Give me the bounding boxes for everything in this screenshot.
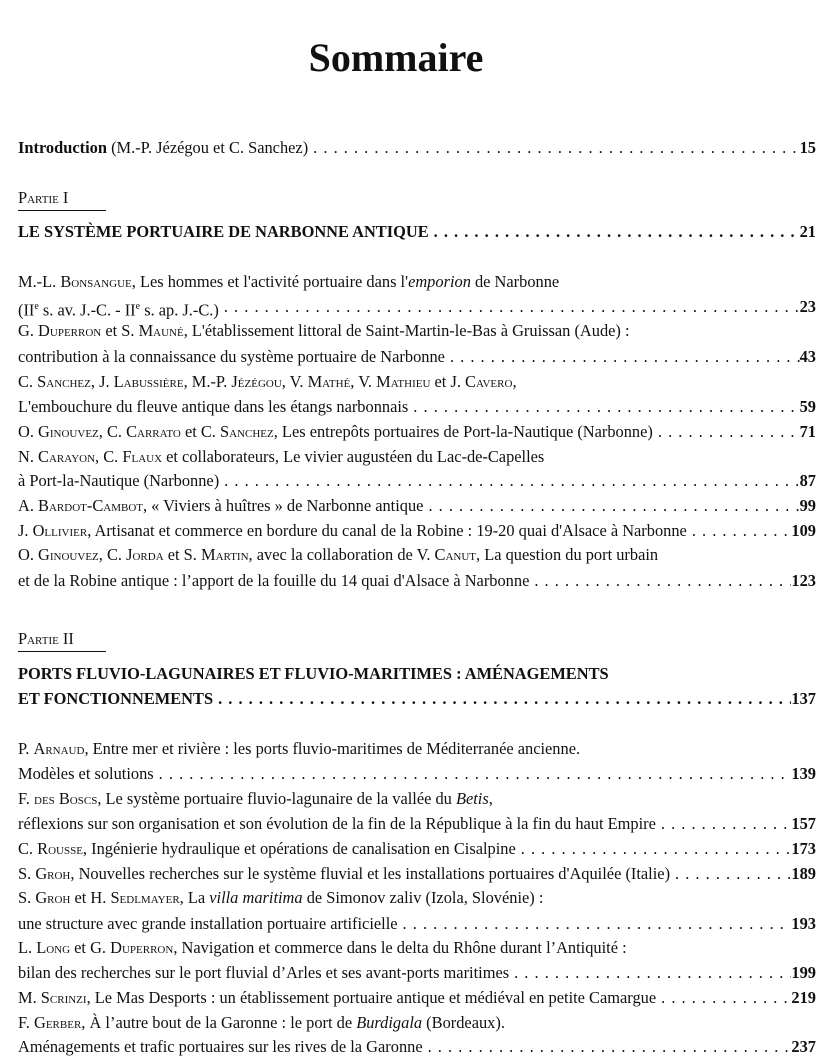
page-number: 71: [799, 422, 816, 441]
page-number: 193: [791, 914, 816, 933]
toc-entry-text: bilan des recherches sur le port fluvial d’Arles et ses avant-ports maritimes: [18, 963, 510, 982]
page-number: 43: [799, 347, 816, 366]
leader-dots: [423, 1035, 792, 1059]
leader-dots: [308, 136, 799, 160]
part-label: Partie II: [18, 627, 106, 652]
toc-entry-line2[interactable]: [18, 912, 816, 936]
leader-dots: [213, 687, 791, 711]
page-number: 157: [791, 814, 816, 833]
toc-entry[interactable]: C. Rousse, Ingénierie hydraulique et opérations de canalisation en Cisalpine . . . 173: [18, 837, 816, 861]
toc-entry-line1[interactable]: L. Long et G. Duperron, Navigation et commerce dans le delta du Rhône durant l’Antiquité :: [18, 938, 627, 957]
leader-dots: [398, 912, 792, 936]
page-number: 123: [791, 571, 816, 590]
page-number: 137: [791, 689, 816, 708]
toc-entry-line1[interactable]: S. Groh et H. Sedlmayer, La villa maritima de Simonov zaliv (Izola, Slovénie) :: [18, 888, 544, 907]
page-title: Sommaire: [308, 35, 484, 80]
toc-entry[interactable]: A. Bardot-Cambot, « Viviers à huîtres » de Narbonne antique . . . 99: [18, 494, 816, 518]
toc-entry-line2[interactable]: [18, 345, 816, 369]
toc-entry-introduction[interactable]: [18, 136, 816, 160]
leader-dots: [445, 345, 800, 369]
toc-entry-line1[interactable]: P. Arnaud, Entre mer et rivière : les ports fluvio-maritimes de Méditerranée ancienne.: [18, 739, 581, 758]
toc-entry-line1[interactable]: M.-L. Bonsangue, Les hommes et l'activité portuaire dans l'emporion de Narbonne: [18, 272, 560, 291]
part-title-line2[interactable]: [18, 687, 816, 711]
toc-entry-line1[interactable]: N. Carayon, C. Flaux et collaborateurs, Le vivier augustéen du Lac-de-Capelles: [18, 447, 545, 466]
part-title-text: ET FONCTIONNEMENTS: [18, 689, 214, 708]
toc-entry-line2[interactable]: [18, 961, 816, 985]
toc-entry-text: L'embouchure du fleuve antique dans les étangs narbonnais: [18, 397, 409, 416]
leader-dots: [670, 862, 791, 886]
leader-dots: [516, 837, 792, 861]
toc-entry-line2[interactable]: [18, 469, 816, 493]
toc-entry-line1[interactable]: F. Gerber, À l’autre bout de la Garonne : le port de Burdigala (Bordeaux).: [18, 1013, 505, 1032]
toc-entry-line1[interactable]: F. des Boscs, Le système portuaire fluvio-lagunaire de la vallée du Betis,: [18, 789, 493, 808]
toc-entry[interactable]: M. Scrinzi, Le Mas Desports : un établissement portuaire antique et médiéval en petite Camargue . . . 219: [18, 986, 816, 1010]
leader-dots: [656, 812, 792, 836]
page-number: 189: [791, 864, 816, 883]
part-label: Partie I: [18, 186, 106, 211]
toc-entry-line1[interactable]: C. Sanchez, J. Labussière, M.-P. Jézégou, V. Mathé, V. Mathieu et J. Cavero,: [18, 372, 517, 391]
toc-entry-line2[interactable]: [18, 569, 816, 593]
page-number: 109: [791, 521, 816, 540]
toc-entry-line2[interactable]: [18, 1035, 816, 1059]
page-number: 219: [791, 988, 816, 1007]
page-number: 99: [799, 496, 816, 515]
toc-entry-text: une structure avec grande installation portuaire artificielle: [18, 914, 398, 933]
page-number: 237: [791, 1037, 816, 1056]
toc-entry[interactable]: J. Ollivier, Artisanat et commerce en bordure du canal de la Robine : 19-20 quai d'Alsace à Narbonne . . . 109: [18, 519, 816, 543]
leader-dots: [408, 395, 799, 419]
intro-authors: (M.-P. Jézégou et C. Sanchez): [111, 138, 309, 157]
toc-entry-line2[interactable]: (IIe s. av. J.-C. - IIe s. ap. J.-C.) . . . 23: [18, 295, 816, 319]
part-title[interactable]: [18, 220, 816, 244]
toc-entry-line2[interactable]: [18, 762, 816, 786]
leader-dots: [656, 986, 791, 1010]
page-number: 21: [799, 222, 816, 241]
page-number: 87: [799, 471, 816, 490]
leader-dots: [529, 569, 791, 593]
leader-dots: [423, 494, 799, 518]
leader-dots: [154, 762, 792, 786]
toc-entry[interactable]: S. Groh, Nouvelles recherches sur le système fluvial et les installations portuaires d'Aquilée (Italie) . . . 189: [18, 862, 816, 886]
toc-entry-text: à Port-la-Nautique (Narbonne): [18, 471, 220, 490]
page-number: 199: [791, 963, 816, 982]
part-title-text: LE SYSTÈME PORTUAIRE DE NARBONNE ANTIQUE: [18, 222, 429, 241]
page-number: 15: [799, 138, 816, 157]
toc-entry-line1[interactable]: O. Ginouvez, C. Jorda et S. Martin, avec la collaboration de V. Canut, La question du port urbain: [18, 545, 659, 564]
toc-entry-text: contribution à la connaissance du système portuaire de Narbonne: [18, 347, 445, 366]
leader-dots: [687, 519, 792, 543]
toc-entry-text: Aménagements et trafic portuaires sur les rives de la Garonne: [18, 1037, 423, 1056]
leader-dots: [509, 961, 791, 985]
toc-entry-line1[interactable]: G. Duperron et S. Mauné, L'établissement littoral de Saint-Martin-le-Bas à Gruissan (Aude) :: [18, 321, 630, 340]
part-title-line1[interactable]: PORTS FLUVIO-LAGUNAIRES ET FLUVIO-MARITIMES : AMÉNAGEMENTS: [18, 664, 609, 683]
toc-entry-line2[interactable]: [18, 812, 816, 836]
leader-dots: [219, 295, 800, 319]
leader-dots: [429, 220, 800, 244]
toc-entry-line2[interactable]: [18, 395, 816, 419]
toc-entry-text: Modèles et solutions: [18, 764, 154, 783]
page-number: 139: [791, 764, 816, 783]
leader-dots: [653, 420, 800, 444]
page-number: 23: [799, 297, 816, 316]
toc-entry-text: et de la Robine antique : l’apport de la fouille du 14 quai d'Alsace à Narbonne: [18, 571, 530, 590]
intro-label: Introduction: [18, 138, 107, 157]
page-number: 59: [799, 397, 816, 416]
leader-dots: [219, 469, 799, 493]
toc-entry-text: réflexions sur son organisation et son évolution de la fin de la République à la fin du haut Empire: [18, 814, 656, 833]
page-number: 173: [791, 839, 816, 858]
toc-entry[interactable]: O. Ginouvez, C. Carrato et C. Sanchez, Les entrepôts portuaires de Port-la-Nautique (Narbonne) . . . 71: [18, 420, 816, 444]
